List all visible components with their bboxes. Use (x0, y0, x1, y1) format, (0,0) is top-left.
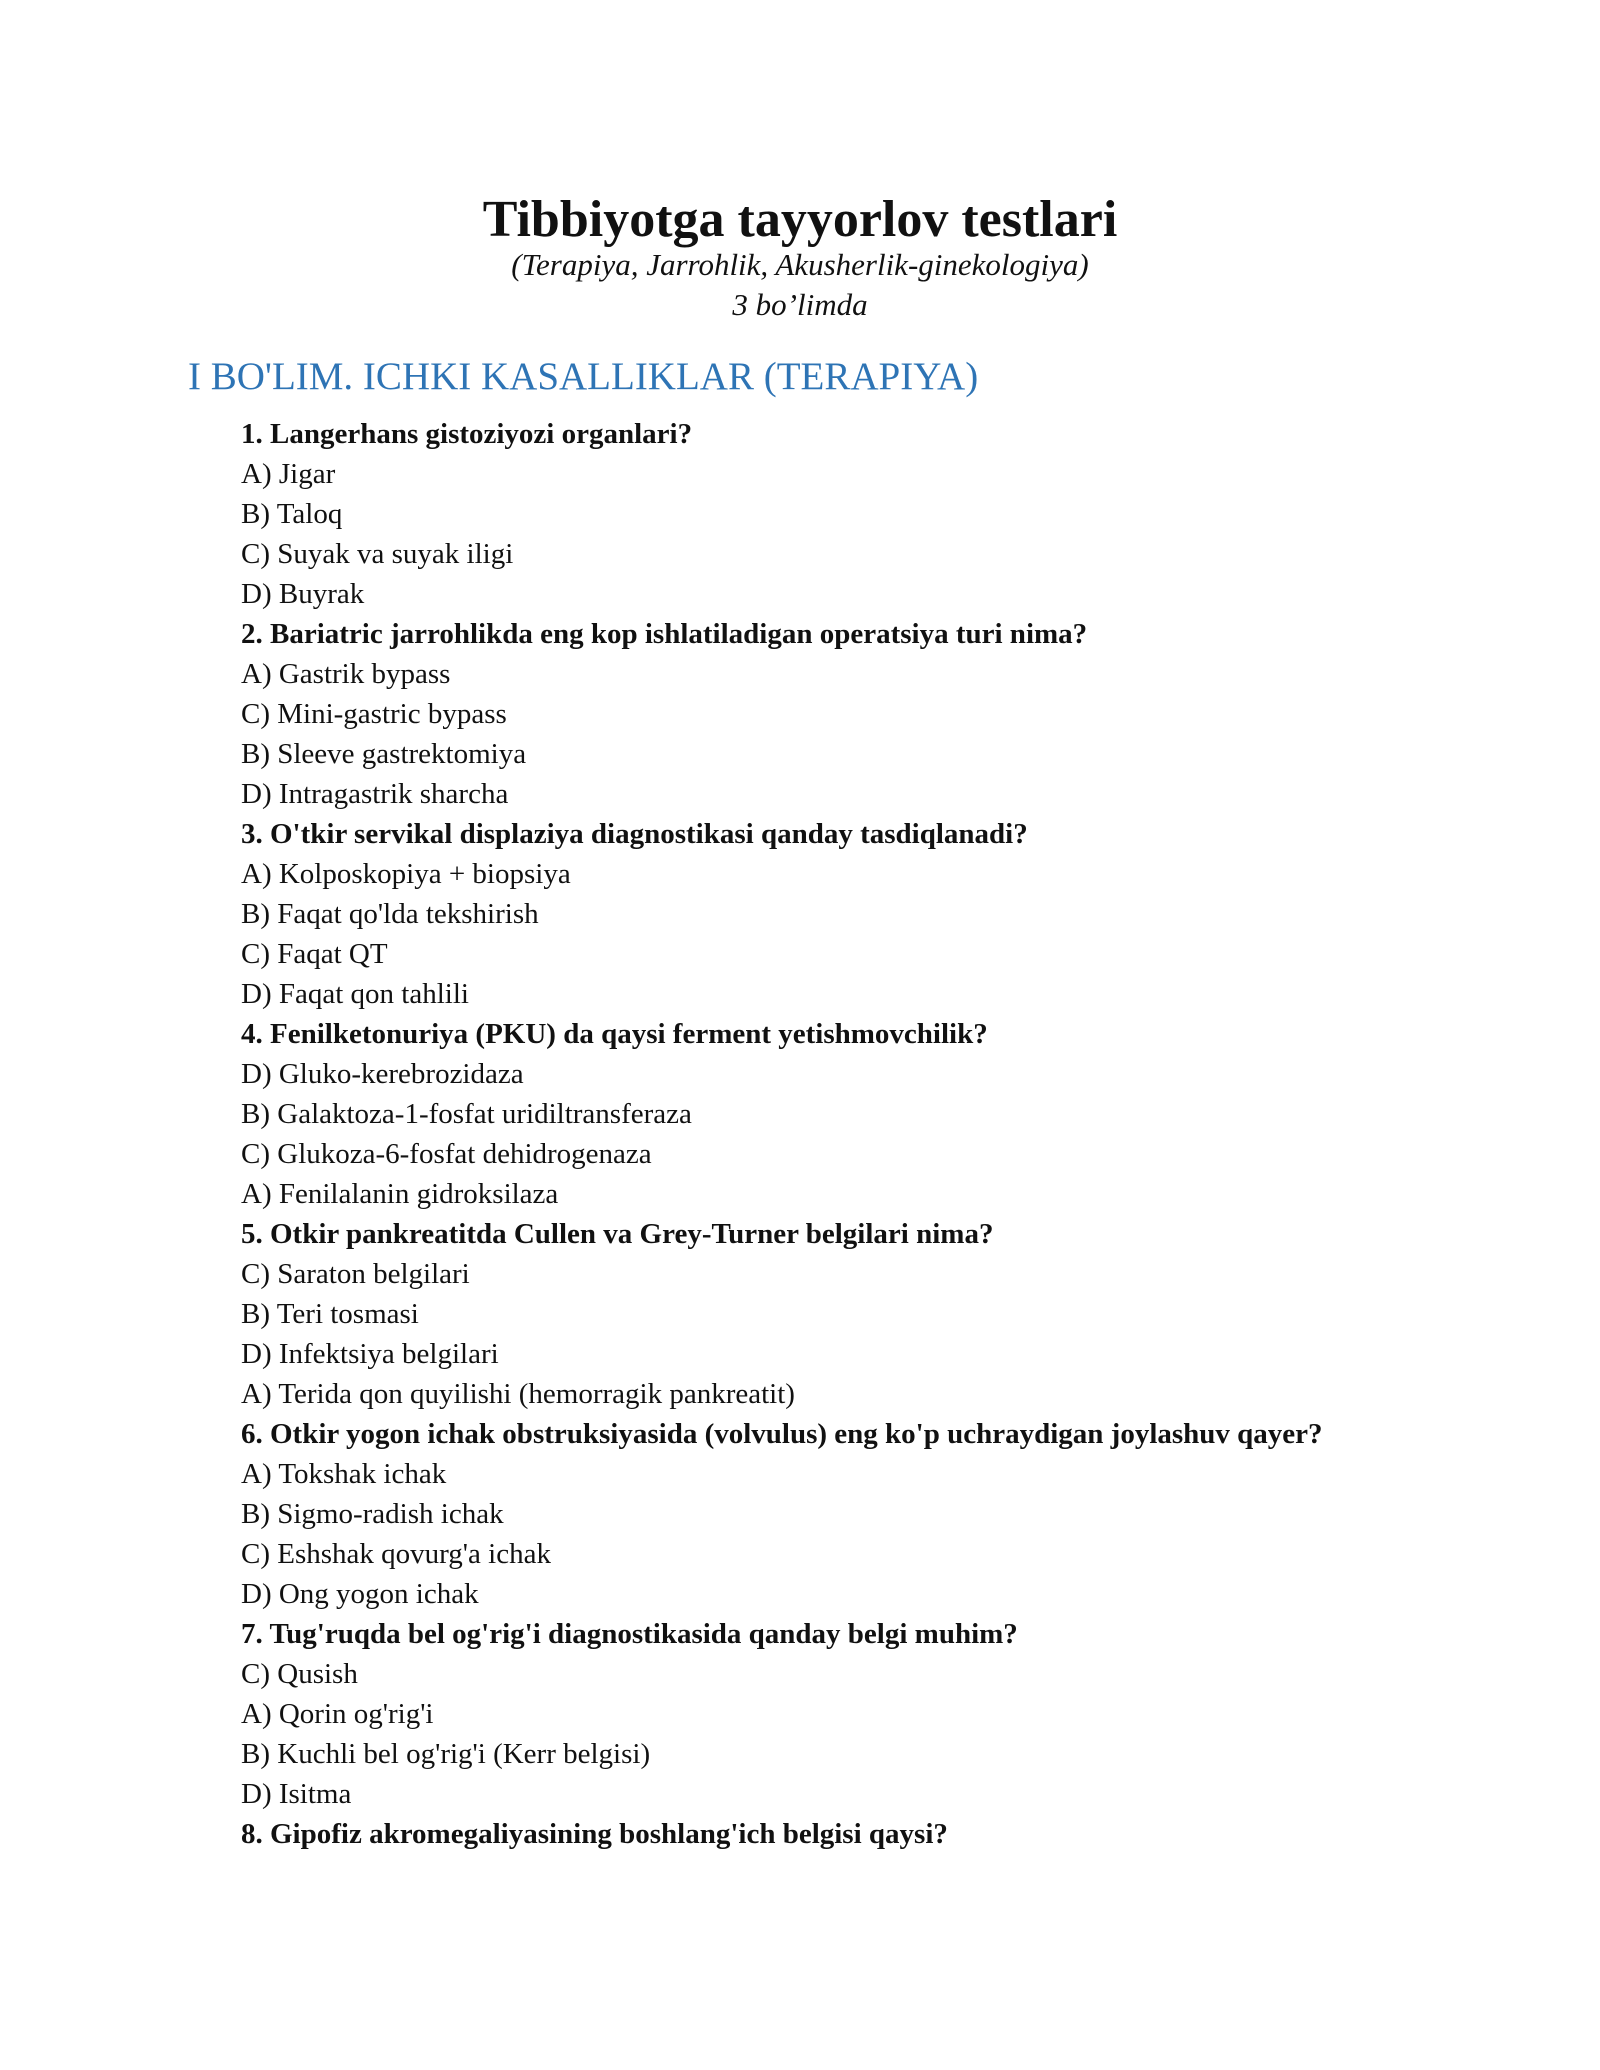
document-title: Tibbiyotga tayyorlov testlari (482, 191, 1118, 248)
answer-option: C) Eshshak qovurg'a ichak (241, 1538, 551, 1570)
answer-option: D) Isitma (241, 1778, 352, 1810)
question-3: 3. O'tkir servikal displaziya diagnostikasi qanday tasdiqlanadi? (241, 818, 1028, 850)
answer-option: A) Qorin og'rig'i (241, 1698, 434, 1730)
question-6: 6. Otkir yogon ichak obstruksiyasida (volvulus) eng ko'p uchraydigan joylashuv qayer? (241, 1418, 1323, 1450)
document-subtitle: (Terapiya, Jarrohlik, Akusherlik-ginekologiya) (511, 247, 1089, 282)
question-2: 2. Bariatric jarrohlikda eng kop ishlatiladigan operatsiya turi nima? (241, 618, 1088, 650)
question-7: 7. Tug'ruqda bel og'rig'i diagnostikasida qanday belgi muhim? (241, 1618, 1018, 1650)
answer-option: A) Kolposkopiya + biopsiya (241, 858, 571, 890)
answer-option: A) Tokshak ichak (241, 1458, 447, 1490)
answer-option: C) Suyak va suyak iligi (241, 538, 514, 570)
answer-option: A) Terida qon quyilishi (hemorragik pankreatit) (241, 1378, 795, 1410)
question-list (241, 414, 1541, 1854)
answer-option: B) Faqat qo'lda tekshirish (241, 898, 539, 930)
answer-option: B) Taloq (241, 498, 343, 530)
question-4: 4. Fenilketonuriya (PKU) da qaysi ferment yetishmovchilik? (241, 1018, 988, 1050)
answer-option: B) Teri tosmasi (241, 1298, 419, 1330)
answer-option: C) Qusish (241, 1658, 358, 1690)
answer-option: D) Ong yogon ichak (241, 1578, 479, 1610)
answer-option: B) Sleeve gastrektomiya (241, 738, 527, 770)
answer-option: B) Sigmo-radish ichak (241, 1498, 504, 1530)
document-subtitle-parts: 3 bo’limda (732, 287, 868, 322)
answer-option: C) Saraton belgilari (241, 1258, 470, 1290)
question-5: 5. Otkir pankreatitda Cullen va Grey-Turner belgilari nima? (241, 1218, 994, 1250)
answer-option: C) Faqat QT (241, 938, 388, 970)
answer-option: B) Galaktoza-1-fosfat uridiltransferaza (241, 1098, 692, 1130)
answer-option: D) Gluko-kerebrozidaza (241, 1058, 524, 1090)
answer-option: D) Intragastrik sharcha (241, 778, 509, 810)
answer-option: B) Kuchli bel og'rig'i (Kerr belgisi) (241, 1738, 651, 1770)
answer-option: D) Infektsiya belgilari (241, 1338, 499, 1370)
question-8: 8. Gipofiz akromegaliyasining boshlang'ich belgisi qaysi? (241, 1818, 948, 1850)
answer-option: C) Mini-gastric bypass (241, 698, 507, 730)
answer-option: D) Faqat qon tahlili (241, 978, 469, 1010)
answer-option: A) Fenilalanin gidroksilaza (241, 1178, 559, 1210)
section-heading: I BO'LIM. ICHKI KASALLIKLAR (TERAPIYA) (188, 355, 979, 398)
question-1: 1. Langerhans gistoziyozi organlari? (241, 418, 693, 450)
answer-option: A) Gastrik bypass (241, 658, 451, 690)
answer-option: C) Glukoza-6-fosfat dehidrogenaza (241, 1138, 652, 1170)
answer-option: A) Jigar (241, 458, 336, 490)
answer-option: D) Buyrak (241, 578, 365, 610)
